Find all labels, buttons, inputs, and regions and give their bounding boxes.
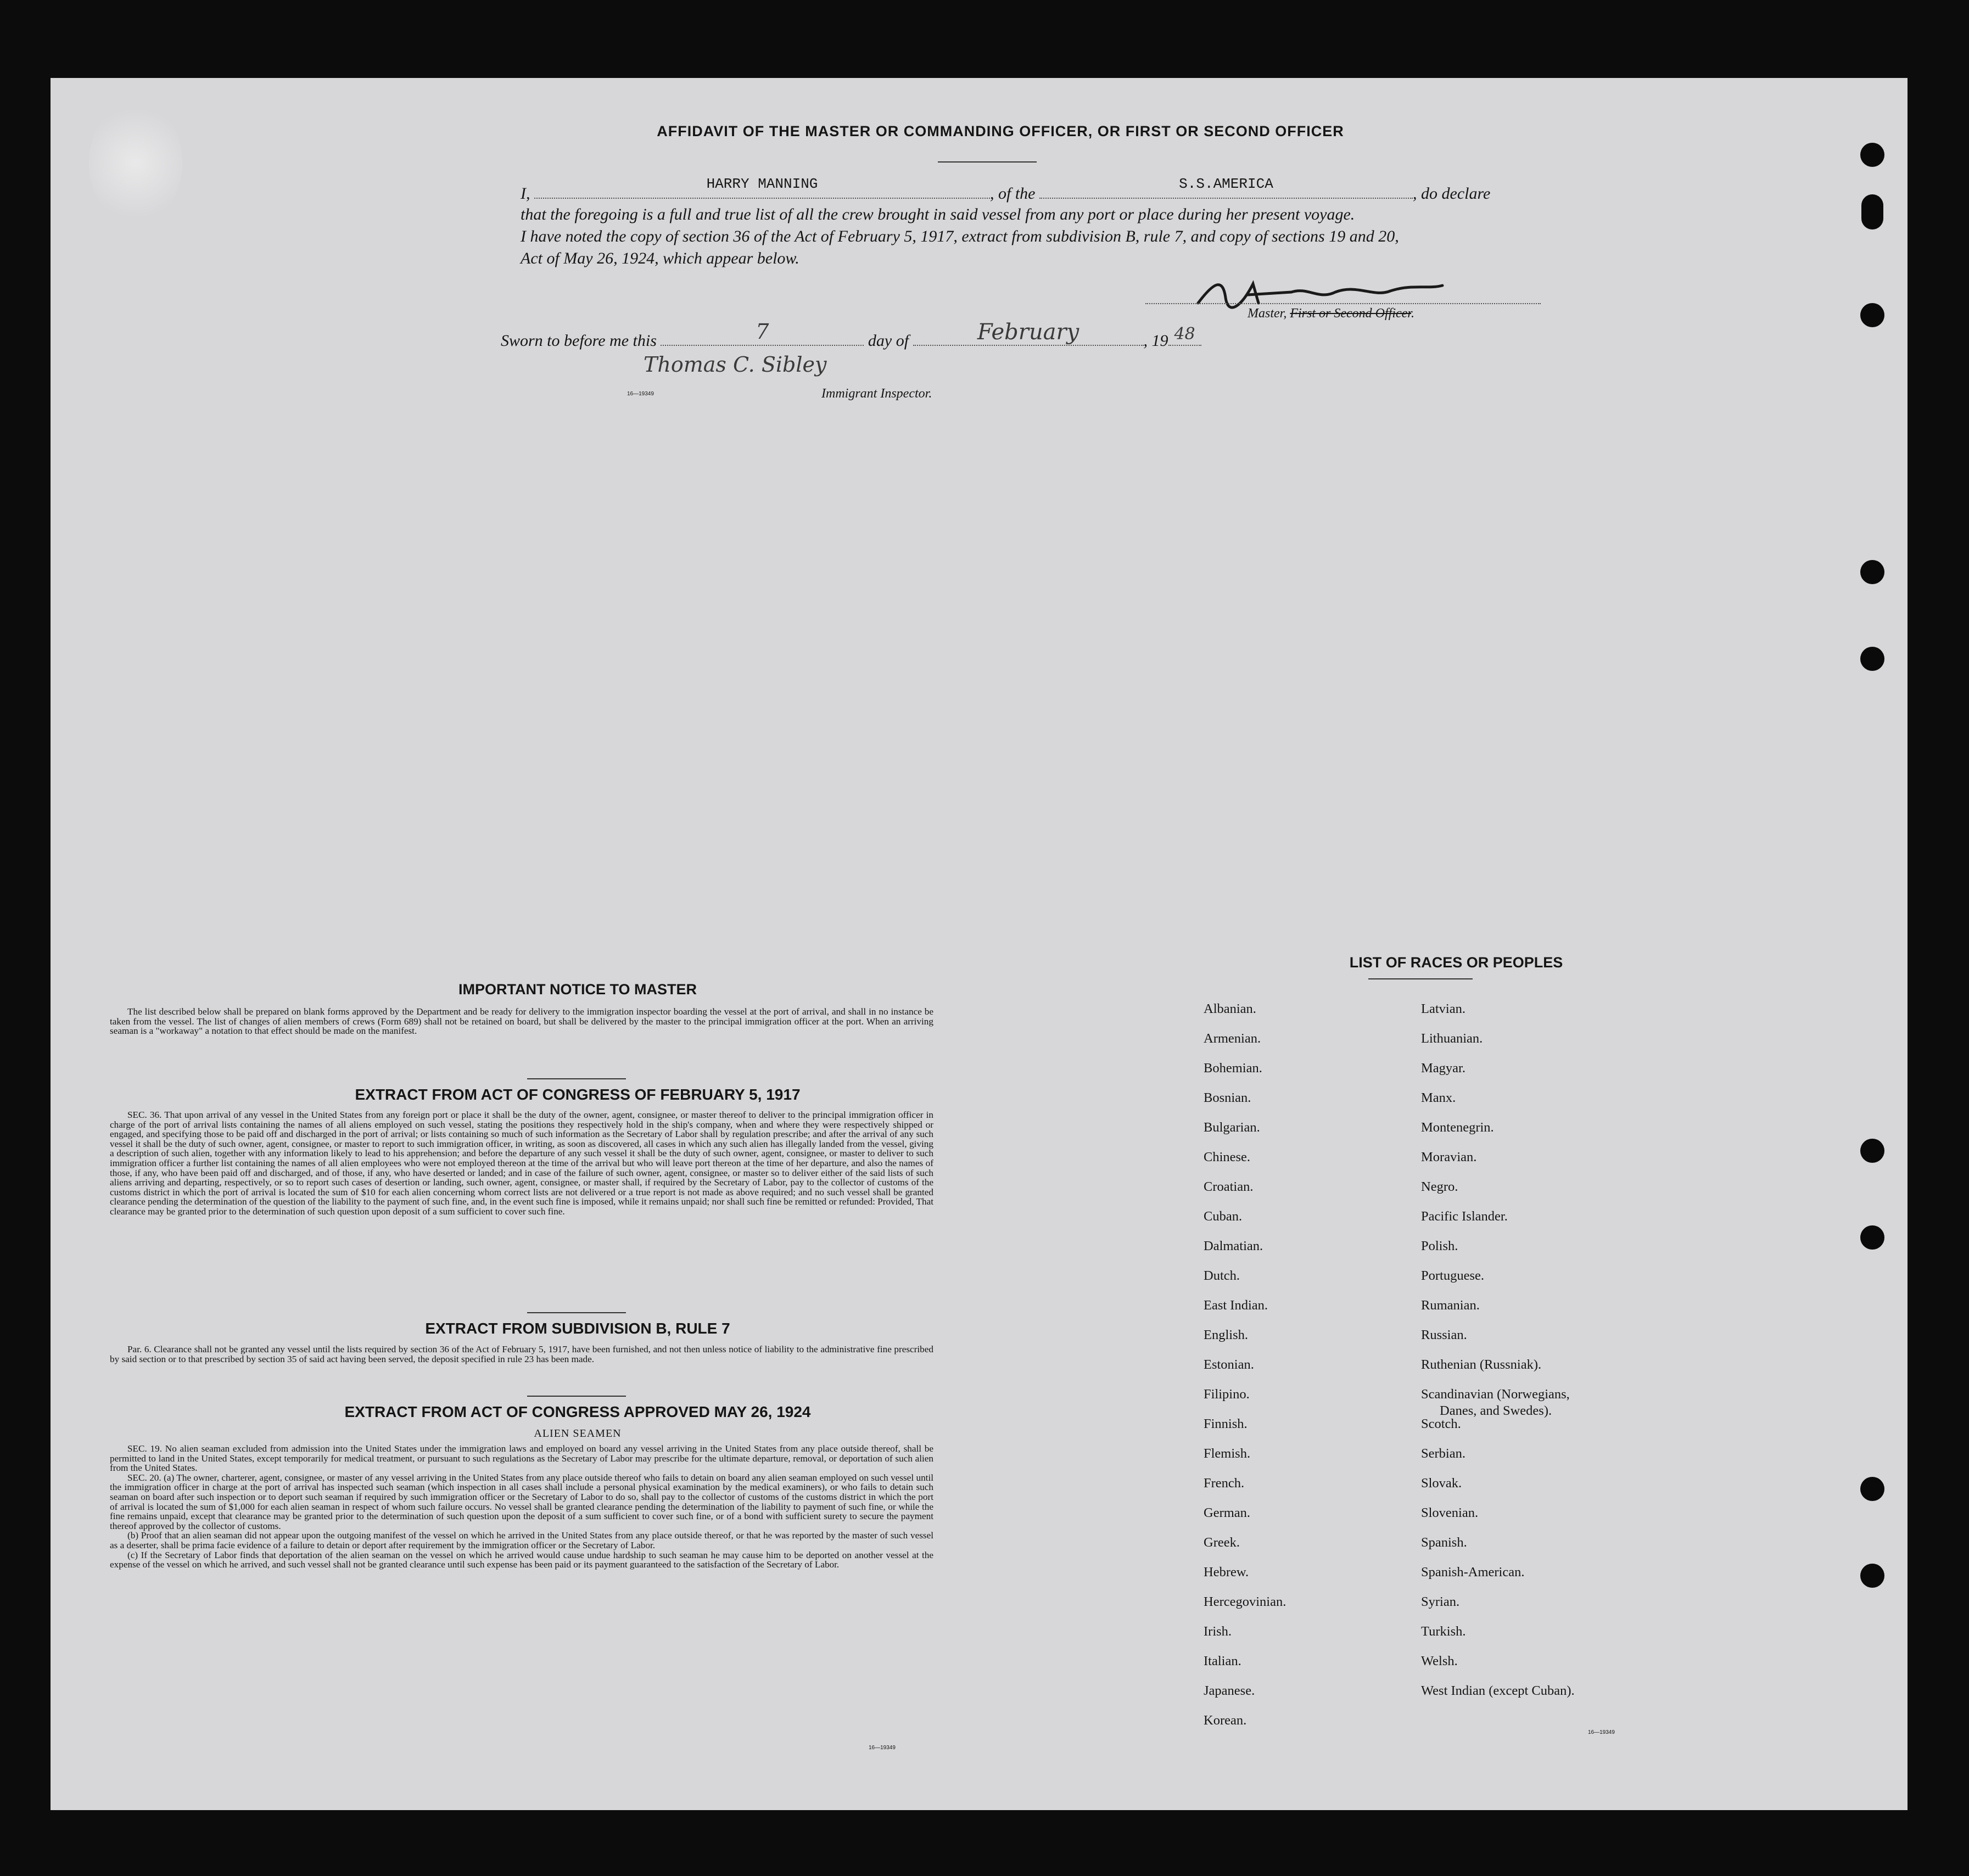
race-item: Korean. [1204,1713,1247,1728]
rule-7-title: EXTRACT FROM SUBDIVISION B, RULE 7 [425,1320,730,1337]
section-19-text: SEC. 19. No alien seaman excluded from admission into the United States under the immigration laws and employed on board any vessel arriving in the United States from any place outside thereof, shall be permitted to land in the United States, except temporarily for medical treatment, or pursuant to such regulations as the Secretary of Labor may prescribe for the ultimate departure, removal, or deportation of such alien from the United States. [110,1443,933,1474]
binder-hole [1860,647,1884,671]
declaration-line-3: I have noted the copy of section 36 of the Act of February 5, 1917, extract from subdivision B, rule 7, and copy of sections 19 and 20, [521,227,1399,245]
race-item: Ruthenian (Russniak). [1421,1357,1542,1372]
notice-paragraph: The list described below shall be prepared on blank forms approved by the Department and be ready for delivery to the immigration inspector boarding the vessel at the port of arrival, and shall in no instance be taken from the vessel. The list of changes of alien members of crews (Form 689) shall not be retained on board, but shall be delivered by the master to the principal immigration officer at the port. When an arriving seaman is a "workaway" a notation to that effect should be made on the manifest. [110,1006,933,1037]
sworn-year: 48 [1174,324,1195,344]
race-item: French. [1204,1476,1245,1491]
sworn-label: Sworn to before me this [501,332,657,350]
race-item: East Indian. [1204,1298,1268,1313]
declaration-line-2: that the foregoing is a full and true list of all the crew brought in said vessel from any port or place during her present voyage. [521,205,1355,223]
vessel-name: S.S.AMERICA [1179,176,1273,192]
binder-hole [1861,194,1883,229]
race-item: Dutch. [1204,1268,1240,1283]
race-item: Armenian. [1204,1031,1261,1046]
race-item: Portuguese. [1421,1268,1484,1283]
master-caption [1248,306,1414,321]
day-of-label: day of [868,332,909,350]
race-item: Rumanian. [1421,1298,1480,1313]
vessel-field [1039,176,1413,199]
year-field [1168,324,1201,346]
binder-hole [1860,1225,1884,1250]
rule-7-body [110,1345,933,1364]
binder-hole [1860,1139,1884,1163]
race-item: English. [1204,1328,1248,1342]
master-caption-end: . [1411,306,1414,321]
race-item: Spanish. [1421,1535,1467,1550]
year-prefix: , 19 [1143,332,1168,350]
section-divider [527,1396,626,1397]
sworn-line [501,320,1201,350]
section-20a-text: SEC. 20. (a) The owner, charterer, agent, consignee, or master of any vessel arriving in the United States from any place outside thereof who fails to detain on board any alien seaman employed on such vessel until the immigration officer in charge at the port of arrival has inspected such seaman (which inspection in all cases shall include a personal physical examination by the medical examiners), or who fails to detain such seaman on board after such inspection or to deport such seaman if required by such immigration officer or the Secretary of Labor to do so, shall pay to the collector of customs of the customs district in which the port of arrival is located the sum of $1,000 for each alien seaman in respect of whom such failure occurs. No vessel shall be granted clearance pending the determination of the liability to payment of such fine, or while the fine remains unpaid, except that clearance may be granted prior to the determination of such question upon the deposit of a sum sufficient to cover such fine, or of a bond with sufficient surety to secure the payment thereof approved by the collector of customs. [110,1472,933,1531]
notice-title: IMPORTANT NOTICE TO MASTER [458,981,697,998]
race-item: Turkish. [1421,1624,1466,1639]
sworn-month: February [977,320,1079,345]
race-item: Spanish-American. [1421,1565,1525,1580]
form-number: 16—19349 [1588,1729,1615,1735]
form-number: 16—19349 [869,1745,896,1751]
struck-officer-text: First or Second Officer [1290,306,1411,321]
signature-line [1145,303,1541,304]
race-item: Serbian. [1421,1446,1465,1461]
race-item: Filipino. [1204,1387,1250,1402]
binder-hole [1860,560,1884,584]
race-item: Estonian. [1204,1357,1254,1372]
binder-hole [1860,1564,1884,1588]
master-caption-label: Master, [1248,306,1287,321]
race-item: Scandinavian (Norwegians, [1421,1387,1570,1402]
race-item: Cuban. [1204,1209,1243,1224]
sworn-day: 7 [756,320,769,344]
race-item: Bosnian. [1204,1090,1251,1105]
race-item: Slovenian. [1421,1505,1479,1520]
extract-1917-title: EXTRACT FROM ACT OF CONGRESS OF FEBRUARY 5, 1917 [355,1086,801,1103]
race-item: West Indian (except Cuban). [1421,1683,1575,1698]
race-item: Hercegovinian. [1204,1594,1286,1609]
extract-1917-body [110,1110,933,1217]
race-item: Croatian. [1204,1179,1254,1194]
declaration-declare: , do declare [1413,184,1491,203]
race-item: Bohemian. [1204,1061,1262,1076]
title-divider [938,161,1037,163]
races-title: LIST OF RACES OR PEOPLES [1349,954,1563,971]
extract-1924-title: EXTRACT FROM ACT OF CONGRESS APPROVED MAY 26, 1924 [344,1403,811,1420]
race-item: Slovak. [1421,1476,1462,1491]
race-item: Italian. [1204,1654,1241,1668]
race-item: Welsh. [1421,1654,1458,1668]
race-item: Pacific Islander. [1421,1209,1508,1224]
race-item: Latvian. [1421,1001,1465,1016]
section-36-text: SEC. 36. That upon arrival of any vessel in the United States from any foreign port or place it shall be the duty of the owner, agent, consignee, or master thereof to deliver to the principal immigration officer in charge of the port of arrival lists containing the names of all aliens employed on such vessel, stating the positions they respectively hold in the ship's company, when and where they were respectively shipped or engaged, and specifying those to be paid off and discharged in the port of arrival; or lists containing so much of such information as the Secretary of Labor shall by regulation prescribe; and after the arrival of any such vessel it shall be the duty of such owner, agent, consignee, or master to report to such immigration officer, in writing, as soon as discovered, all cases in which any such alien has illegally landed from the vessel, giving a description of such alien, together with any information likely to lead to his apprehension; and before the departure of any such vessel it shall be the duty of such owner, agent, consignee, or master to deliver to such immigration officer a further list containing the names of all alien employees who were not employed thereon at the time of the arrival but who will leave port thereon at the time of her departure, and also the names of those, if any, who have been paid off and discharged, and of those, if any, who have deserted or landed; and in case of the failure of such owner, agent, consignee, or master so to deliver either of the said lists of such aliens arriving and departing, respectively, or so to report such cases of desertion or landing, such owner, agent, consignee, or master shall, if required by the Secretary of Labor, pay to the collector of customs of the customs district in which the port of arrival is located the sum of $10 for each alien concerning whom correct lists are not delivered or a true report is not made as above required; and no such vessel shall be granted clearance pending the determination of the question of the liability to the payment of such fine, and, in the event such fine is imposed, while it remains unpaid; nor shall such fine be remitted or refunded: Provided, That clearance may be granted prior to the determination of such question upon deposit of a sum sufficient to cover such fine. [110,1110,933,1217]
declaration-line-4: Act of May 26, 1924, which appear below. [521,249,799,267]
section-20c-text: (c) If the Secretary of Labor finds that deportation of the alien seaman on the vessel on which he arrived would cause undue hardship to such seaman he may cause him to be deported on another vessel at the expense of the vessel on which he arrived, and such vessel shall not be granted clearance until such expense has been paid or its payment guaranteed to the satisfaction of the Secretary of Labor. [110,1549,933,1570]
extract-1924-body [110,1444,933,1570]
paper-smudge [89,100,182,226]
affidavit-title: AFFIDAVIT OF THE MASTER OR COMMANDING OFFICER, OR FIRST OR SECOND OFFICER [657,123,1344,139]
race-item: Polish. [1421,1239,1458,1253]
section-divider [527,1078,626,1079]
race-item: Albanian. [1204,1001,1256,1016]
master-name: HARRY MANNING [706,176,818,192]
form-number: 16—19349 [627,391,654,397]
inspector-caption: Immigrant Inspector. [821,387,932,401]
race-item: Danes, and Swedes). [1440,1403,1552,1418]
declaration-intro: I, [521,184,530,203]
race-item: Manx. [1421,1090,1456,1105]
rule-7-text: Par. 6. Clearance shall not be granted any vessel until the lists required by section 36 of the Act of February 5, 1917, have been furnished, and not then unless notice of liability to the administrative fine prescribed by said section or to that prescribed by section 35 of said act having been served, the deposit specified in rule 23 has been made. [110,1344,933,1364]
section-divider [527,1312,626,1313]
name-field [534,176,990,199]
binder-hole [1860,303,1884,327]
race-item: Montenegrin. [1421,1120,1494,1135]
race-item: Syrian. [1421,1594,1460,1609]
alien-seamen-subtitle: ALIEN SEAMEN [534,1427,622,1440]
document-page [51,78,1908,1810]
race-item: Chinese. [1204,1150,1251,1164]
month-field [913,320,1144,346]
race-item: Moravian. [1421,1150,1477,1164]
race-item: Hebrew. [1204,1565,1249,1580]
race-item: Japanese. [1204,1683,1255,1698]
race-item: Dalmatian. [1204,1239,1263,1253]
race-item: German. [1204,1505,1251,1520]
race-item: Lithuanian. [1421,1031,1483,1046]
inspector-signature: Thomas C. Sibley [644,352,827,377]
race-item: Bulgarian. [1204,1120,1260,1135]
declaration-line-1 [521,176,1491,203]
race-item: Finnish. [1204,1416,1248,1431]
declaration-of: , of the [990,184,1036,203]
race-item: Flemish. [1204,1446,1251,1461]
race-item: Greek. [1204,1535,1240,1550]
race-item: Irish. [1204,1624,1232,1639]
race-item: Negro. [1421,1179,1458,1194]
race-item: Magyar. [1421,1061,1465,1076]
binder-hole [1860,143,1884,167]
notice-body [110,1007,933,1036]
race-item: Scotch. [1421,1416,1461,1431]
races-divider [1368,978,1473,979]
day-field [661,320,864,346]
binder-hole [1860,1477,1884,1501]
race-item: Russian. [1421,1328,1467,1342]
section-20b-text: (b) Proof that an alien seaman did not appear upon the outgoing manifest of the vessel on which he arrived in the United States from any place outside thereof, or that he was reported by the master of such vessel as a deserter, shall be prima facie evidence of a failure to detain or deport after requirement by the immigration officer or the Secretary of Labor. [110,1530,933,1550]
